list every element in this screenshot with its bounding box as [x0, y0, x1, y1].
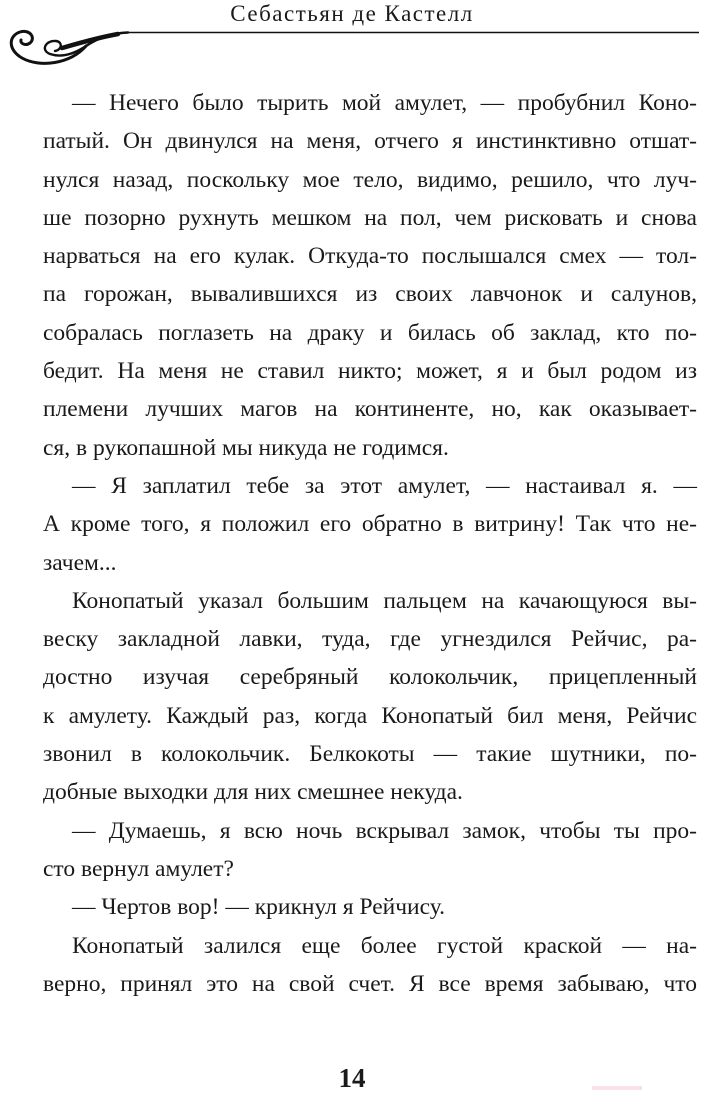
text-line: ся, в рукопашной мы никуда не годимся. [43, 434, 449, 461]
text-body [43, 84, 697, 1003]
text-line: ше позорно рухнуть мешком на пол, чем рисковать и снова [43, 204, 697, 231]
paragraph-4 [43, 812, 697, 889]
text-line: — Нечего было тырить мой амулет, — пробубнил Коно- [72, 90, 697, 116]
text-line: веску закладной лавки, туда, где угнездился Рейчис, ра- [43, 626, 697, 653]
paragraph-6 [43, 927, 697, 1004]
text-line: собралась поглазеть на драку и билась об заклад, кто по- [43, 319, 697, 346]
text-line: — Чертов вор! — крикнул я Рейчису. [72, 894, 446, 921]
running-head [0, 0, 704, 70]
page-number: 14 [338, 1063, 366, 1093]
paragraph-1 [43, 84, 697, 467]
text-line: зачем... [43, 549, 117, 576]
print-smudge [592, 1086, 642, 1090]
text-line: верно, принял это на свой счет. Я все время забываю, что [43, 970, 697, 997]
text-line: Конопатый залился еще более густой краской — на- [72, 932, 697, 959]
text-line: звонил в колокольчик. Белкокоты — такие шутники, по- [43, 741, 697, 768]
text-line: — Я заплатил тебе за этот амулет, — настаивал я. — [72, 472, 697, 499]
text-line: сто вернул амулет? [43, 855, 234, 882]
paragraph-5 [43, 888, 697, 926]
text-line: бедит. На меня не ставил никто; может, я и был родом из [43, 358, 697, 385]
text-line: патый. Он двинулся на меня, отчего я инстинктивно отшат- [43, 128, 697, 155]
text-line: А кроме того, я положил его обратно в витрину! Так что не- [43, 511, 697, 538]
text-line: достно изучая серебряный колокольчик, прицепленный [43, 664, 697, 691]
text-line: Конопатый указал большим пальцем на качающуюся вы- [72, 587, 697, 614]
text-line: нулся назад, поскольку мое тело, видимо, решило, что луч- [43, 166, 697, 193]
book-author-header: Себастьян де Кастелл [230, 1, 474, 26]
text-line: — Думаешь, я всю ночь вскрывал замок, чтобы ты про- [72, 817, 697, 844]
text-line: добные выходки для них смешнее некуда. [43, 779, 463, 806]
paragraph-3 [43, 582, 697, 812]
text-line: племени лучших магов на континенте, но, как оказывает- [43, 396, 697, 423]
text-line: па горожан, вывалившихся из своих лавчонок и салунов, [43, 281, 697, 308]
text-line: нарваться на его кулак. Откуда-то послышался смех — тол- [43, 243, 697, 270]
paragraph-2 [43, 467, 697, 582]
flourish-ornament-icon [0, 24, 704, 70]
text-line: к амулету. Каждый раз, когда Конопатый бил меня, Рейчис [43, 702, 697, 729]
